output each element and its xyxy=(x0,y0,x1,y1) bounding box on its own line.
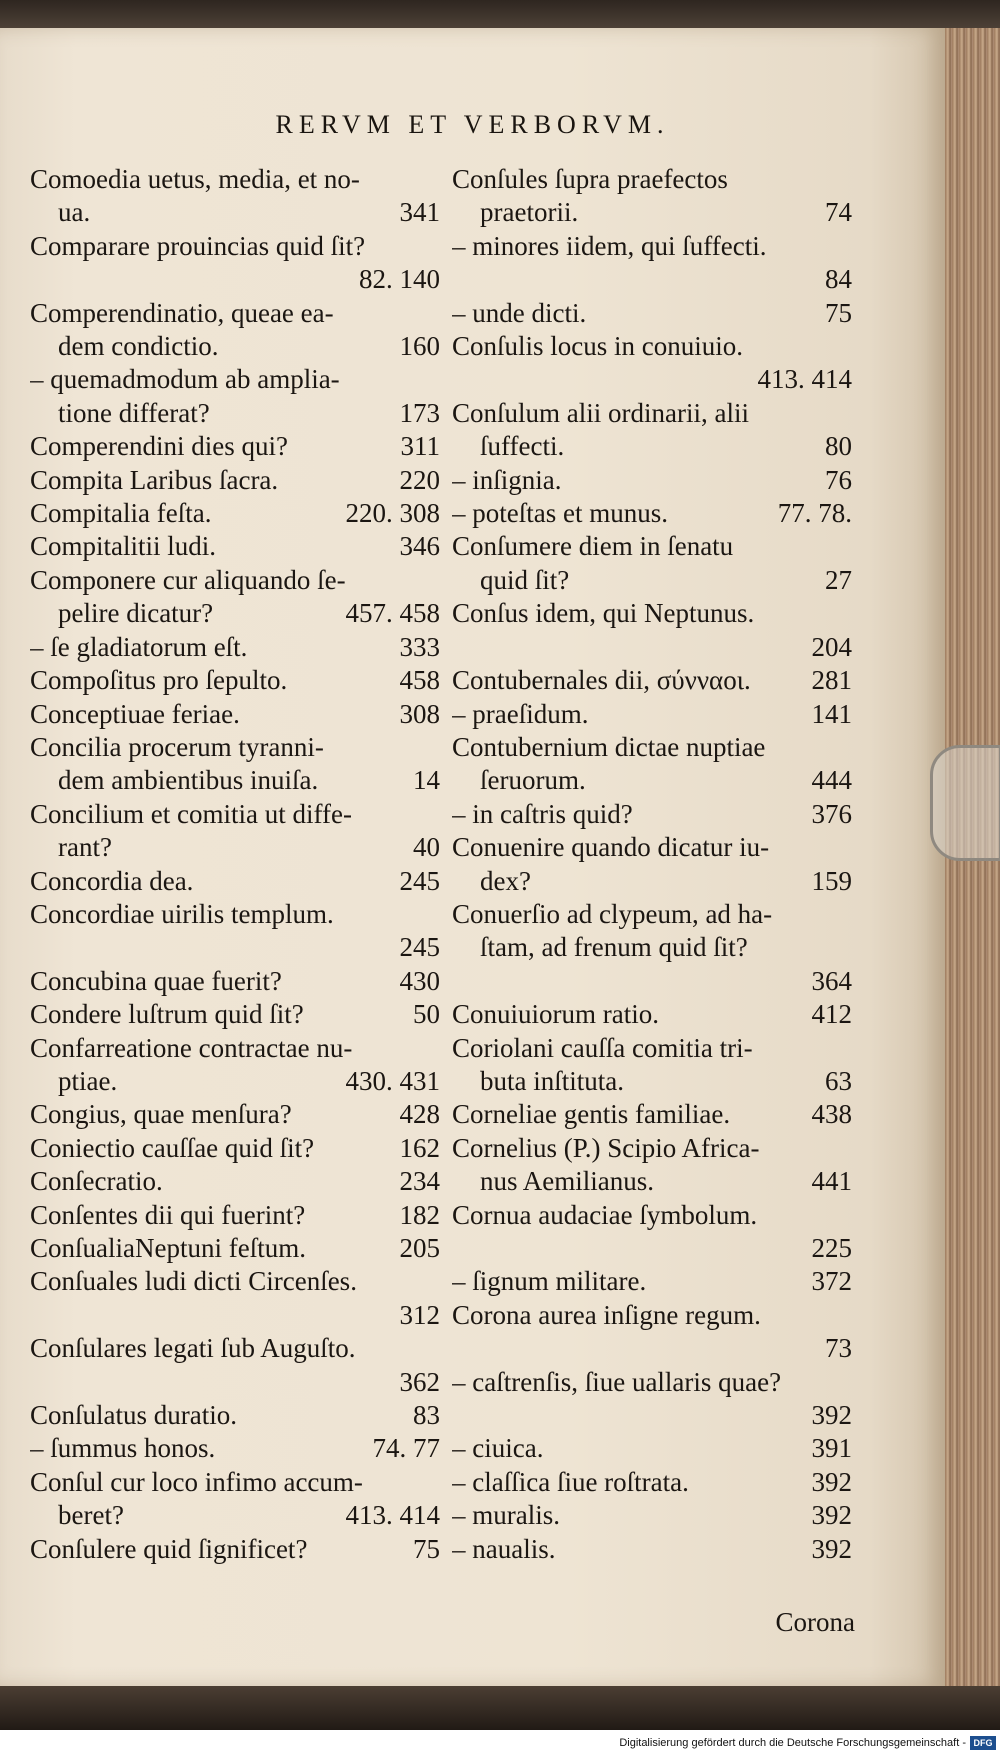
index-entry xyxy=(30,430,440,463)
entry-text: – ſe gladiatorum eſt. xyxy=(30,631,248,662)
page-reference: 159 xyxy=(811,865,852,896)
entry-text: Conſus idem, qui Neptunus. xyxy=(452,598,755,629)
entry-text: Cornua audaciae ſymbolum. xyxy=(452,1199,758,1230)
entry-text: – caſtrenſis, ſiue uallaris quae? xyxy=(452,1366,782,1397)
index-entry xyxy=(452,163,852,230)
index-entry xyxy=(452,698,852,731)
page-reference: 50 xyxy=(413,999,440,1030)
index-entry xyxy=(452,998,852,1031)
entry-term xyxy=(30,631,440,664)
page-clip xyxy=(930,745,1000,861)
page-reference: 141 xyxy=(811,698,852,729)
entry-text: Conuenire quando dicatur iu- xyxy=(452,832,770,863)
page-reference: 458 xyxy=(399,665,440,696)
page-reference: 182 xyxy=(399,1199,440,1230)
entry-term xyxy=(452,898,852,931)
index-entry xyxy=(452,1466,852,1499)
page-reference: 74 xyxy=(825,197,852,228)
entry-term xyxy=(452,998,852,1031)
entry-text: Corona aurea inſigne regum. xyxy=(452,1299,761,1330)
entry-term xyxy=(30,430,440,463)
index-entry xyxy=(30,865,440,898)
index-entry xyxy=(30,1432,440,1465)
page-reference: 430. 431 xyxy=(345,1065,440,1096)
entry-term xyxy=(452,1199,852,1232)
entry-term xyxy=(452,1032,852,1065)
entry-text: Concubina quae fuerit? xyxy=(30,965,282,996)
page-reference: 444 xyxy=(811,765,852,796)
index-entry xyxy=(30,1332,440,1399)
index-entry xyxy=(30,297,440,364)
page-reference: 80 xyxy=(825,431,852,462)
index-entry xyxy=(30,1199,440,1232)
entry-term xyxy=(452,1098,852,1131)
page-reference: 457. 458 xyxy=(345,598,440,629)
index-entry xyxy=(452,397,852,464)
entry-text: – naualis. xyxy=(452,1533,556,1564)
dfg-logo: DFG xyxy=(970,1736,996,1750)
entry-continuation xyxy=(30,764,440,797)
entry-continuation xyxy=(452,1165,852,1198)
entry-term xyxy=(30,1432,440,1465)
entry-term xyxy=(452,1466,852,1499)
page-reference: 205 xyxy=(399,1233,440,1263)
index-entry xyxy=(30,631,440,664)
entry-term xyxy=(30,230,440,263)
footer-credit: Digitalisierung gefördert durch die Deutsche Forschungsgemeinschaft - xyxy=(619,1737,966,1749)
index-column-left xyxy=(30,163,440,1566)
entry-text: – unde dicti. xyxy=(452,297,587,328)
entry-text: Concordia dea. xyxy=(30,865,194,896)
entry-term xyxy=(30,865,440,898)
entry-text: Contubernales dii, σύνναοι. xyxy=(452,665,751,696)
page-reference: 392 xyxy=(811,1500,852,1531)
entry-text: quid ſit? xyxy=(480,564,570,595)
entry-term xyxy=(452,497,852,530)
entry-text: – quemadmodum ab amplia- xyxy=(30,364,340,395)
entry-continuation xyxy=(30,1499,440,1532)
entry-text: – ſignum militare. xyxy=(452,1266,647,1297)
entry-text: Concilium et comitia ut diffe- xyxy=(30,798,352,829)
page-reference: 245 xyxy=(399,865,440,896)
index-entry xyxy=(452,1366,852,1433)
page-reference: 220 xyxy=(399,464,440,495)
entry-term xyxy=(30,798,440,831)
page-reference: 392 xyxy=(811,1466,852,1497)
entry-text: Concordiae uirilis templum. xyxy=(30,898,334,929)
entry-term xyxy=(30,698,440,731)
entry-term xyxy=(452,1432,852,1465)
index-entry xyxy=(30,1098,440,1131)
page-reference: 74. 77 xyxy=(372,1433,440,1464)
entry-text: Congius, quae menſura? xyxy=(30,1099,292,1130)
index-entry xyxy=(452,1533,852,1566)
entry-text: – muralis. xyxy=(452,1500,560,1531)
entry-text: – minores iidem, qui ſuffecti. xyxy=(452,230,767,261)
entry-text: – in caſtris quid? xyxy=(452,798,633,829)
entry-text: beret? xyxy=(58,1500,124,1531)
entry-term xyxy=(30,1098,440,1131)
index-entry xyxy=(30,1132,440,1165)
page-reference: 430 xyxy=(399,965,440,996)
entry-text: Compitalia feſta. xyxy=(30,498,212,529)
entry-text: Conſulere quid ſignificet? xyxy=(30,1533,308,1564)
index-entry xyxy=(452,1499,852,1532)
entry-text: Corneliae gentis familiae. xyxy=(452,1099,731,1130)
entry-term xyxy=(452,1132,852,1165)
index-entry xyxy=(452,1032,852,1099)
index-entry xyxy=(30,1265,440,1332)
index-entry xyxy=(30,1399,440,1432)
entry-text: Coriolani cauſſa comitia tri- xyxy=(452,1032,753,1063)
entry-text: Coniectio cauſſae quid ſit? xyxy=(30,1132,315,1163)
index-entry xyxy=(30,497,440,530)
page-reference: 76 xyxy=(825,464,852,495)
entry-term xyxy=(30,1132,440,1165)
page-reference: 40 xyxy=(413,832,440,863)
page-reference: 75 xyxy=(825,297,852,328)
index-entry xyxy=(452,1199,852,1266)
entry-continuation xyxy=(30,597,440,630)
entry-term xyxy=(30,1533,440,1566)
entry-term xyxy=(452,798,852,831)
entry-text: Conuerſio ad clypeum, ad ha- xyxy=(452,898,773,929)
entry-text: ſtam, ad frenum quid ſit? xyxy=(480,932,748,963)
entry-text: Conſecratio. xyxy=(30,1166,163,1197)
page-reference: 311 xyxy=(400,431,440,462)
index-entry xyxy=(30,731,440,798)
entry-text: Conſulum alii ordinarii, alii xyxy=(452,397,749,428)
entry-term xyxy=(452,664,852,697)
entry-text: Condere luſtrum quid ſit? xyxy=(30,999,304,1030)
page-reference: 173 xyxy=(399,397,440,428)
page-reference: 27 xyxy=(825,564,852,595)
entry-text: nus Aemilianus. xyxy=(480,1166,654,1197)
entry-text: – ciuica. xyxy=(452,1433,544,1464)
entry-continuation xyxy=(452,1065,852,1098)
entry-text: ConſualiaNeptuni feſtum. xyxy=(30,1233,306,1263)
entry-text: Componere cur aliquando ſe- xyxy=(30,564,346,595)
index-entry xyxy=(452,464,852,497)
index-entry xyxy=(30,1466,440,1533)
page-reference: 281 xyxy=(811,665,852,696)
entry-text: – inſignia. xyxy=(452,464,562,495)
page-reference: 376 xyxy=(811,798,852,829)
page-reference: 220. 308 xyxy=(345,498,440,529)
entry-term xyxy=(30,1032,440,1065)
index-entry xyxy=(452,798,852,831)
entry-term xyxy=(452,731,852,764)
page-reference: 391 xyxy=(811,1433,852,1464)
entry-text: buta inſtituta. xyxy=(480,1065,624,1096)
entry-term xyxy=(452,1533,852,1566)
page-reference: 160 xyxy=(399,331,440,362)
index-entry xyxy=(452,1299,852,1366)
entry-text: – poteſtas et munus. xyxy=(452,498,668,529)
entry-term xyxy=(452,597,852,630)
entry-term xyxy=(30,898,440,931)
entry-term xyxy=(30,1399,440,1432)
entry-term xyxy=(30,1265,440,1298)
page-reference: 75 xyxy=(413,1533,440,1564)
page-reference: 438 xyxy=(811,1099,852,1130)
catchword: Corona xyxy=(775,1607,855,1637)
entry-text: rant? xyxy=(58,832,112,863)
entry-term xyxy=(452,1499,852,1532)
entry-term xyxy=(452,330,852,363)
page-reference: 428 xyxy=(399,1099,440,1130)
entry-text: ptiae. xyxy=(58,1065,118,1096)
page-reference: 341 xyxy=(399,197,440,228)
entry-term xyxy=(30,363,440,396)
index-entry xyxy=(30,1533,440,1566)
index-entry xyxy=(30,898,440,965)
entry-term xyxy=(30,497,440,530)
entry-text: Conſulis locus in conuiuio. xyxy=(452,331,744,362)
entry-term xyxy=(30,731,440,764)
page-reference: 413. 414 xyxy=(345,1500,440,1531)
entry-term xyxy=(452,1265,852,1298)
page-reference: 77. 78. xyxy=(777,498,852,529)
entry-text: Compoſitus pro ſepulto. xyxy=(30,665,288,696)
entry-text: Conſulatus duratio. xyxy=(30,1400,237,1431)
entry-text: Contubernium dictae nuptiae xyxy=(452,731,766,762)
entry-text: Conſulares legati ſub Auguſto. xyxy=(30,1333,356,1364)
entry-text: Compitalitii ludi. xyxy=(30,531,217,562)
index-entry xyxy=(30,230,440,297)
entry-text: Conſuales ludi dicti Circenſes. xyxy=(30,1266,357,1297)
entry-text: Conſentes dii qui fuerint? xyxy=(30,1199,306,1230)
entry-text: Compita Laribus ſacra. xyxy=(30,464,279,495)
entry-term xyxy=(30,1466,440,1499)
entry-term xyxy=(452,464,852,497)
page-reference: 14 xyxy=(413,765,440,796)
page-reference: 412 xyxy=(811,999,852,1030)
entry-continuation xyxy=(452,196,852,229)
entry-continuation xyxy=(30,397,440,430)
page-reference: 225 xyxy=(811,1233,852,1263)
page-reference: 308 xyxy=(399,698,440,729)
index-entry xyxy=(452,597,852,664)
index-entry xyxy=(30,564,440,631)
entry-text: Conuiuiorum ratio. xyxy=(452,999,659,1030)
entry-term xyxy=(30,530,440,563)
page-reference: 83 xyxy=(413,1400,440,1431)
entry-continuation xyxy=(30,196,440,229)
entry-term xyxy=(452,397,852,430)
entry-text: – claſſica ſiue roſtrata. xyxy=(452,1466,689,1497)
entry-term xyxy=(30,163,440,196)
page-reference: 372 xyxy=(811,1266,852,1297)
index-entry xyxy=(30,965,440,998)
page-reference: 234 xyxy=(399,1166,440,1197)
entry-text: – praeſidum. xyxy=(452,698,589,729)
page-reference: 84 xyxy=(825,264,852,295)
index-entry xyxy=(30,664,440,697)
entry-term xyxy=(452,530,852,563)
entry-term xyxy=(30,1332,440,1365)
index-entry xyxy=(452,731,852,798)
index-entry xyxy=(30,363,440,430)
entry-term xyxy=(30,664,440,697)
index-entry xyxy=(30,163,440,230)
entry-term xyxy=(30,1165,440,1198)
entry-continuation xyxy=(30,330,440,363)
index-entry xyxy=(452,297,852,330)
entry-text: dem condictio. xyxy=(58,331,219,362)
index-entry xyxy=(452,1132,852,1199)
index-entry xyxy=(452,1265,852,1298)
entry-text: Comperendinatio, queae ea- xyxy=(30,297,334,328)
entry-text: Conceptiuae feriae. xyxy=(30,698,240,729)
page-reference: 413. 414 xyxy=(757,364,852,395)
entry-continuation xyxy=(30,1065,440,1098)
entry-text: Comperendini dies qui? xyxy=(30,431,288,462)
page-reference: 392 xyxy=(811,1533,852,1564)
index-entry xyxy=(452,1432,852,1465)
page-reference: 364 xyxy=(811,965,852,996)
entry-continuation xyxy=(452,764,852,797)
entry-text: Conſul cur loco infimo accum- xyxy=(30,1466,363,1497)
page-reference: 162 xyxy=(399,1132,440,1163)
entry-term xyxy=(30,464,440,497)
entry-term xyxy=(30,998,440,1031)
entry-term xyxy=(30,965,440,998)
page-reference: 82. 140 xyxy=(359,264,440,295)
entry-text: Concilia procerum tyranni- xyxy=(30,731,324,762)
page-reference: 333 xyxy=(399,631,440,662)
entry-continuation xyxy=(30,831,440,864)
entry-term xyxy=(452,698,852,731)
book-cover-bottom xyxy=(0,1686,1000,1730)
page-reference: 312 xyxy=(399,1299,440,1330)
entry-text: ſuffecti. xyxy=(480,431,565,462)
entry-term xyxy=(452,1299,852,1332)
index-entry xyxy=(452,898,852,998)
entry-text: ſeruorum. xyxy=(480,765,586,796)
digitization-footer xyxy=(0,1730,1000,1756)
page-reference: 204 xyxy=(811,631,852,662)
index-column-right xyxy=(452,163,852,1566)
entry-term xyxy=(452,1366,852,1399)
index-entry xyxy=(30,530,440,563)
page-reference: 362 xyxy=(399,1366,440,1397)
running-header: RERVM ET VERBORVM. xyxy=(275,110,670,139)
entry-text: Comparare prouincias quid ſit? xyxy=(30,230,366,261)
index-entry xyxy=(452,831,852,898)
entry-text: – ſummus honos. xyxy=(30,1433,216,1464)
entry-continuation xyxy=(452,931,852,964)
entry-term xyxy=(452,230,852,263)
entry-text: Conſumere diem in ſenatu xyxy=(452,531,734,562)
index-entry xyxy=(452,497,852,530)
index-entry xyxy=(30,1165,440,1198)
index-entry xyxy=(30,998,440,1031)
index-entry xyxy=(30,1032,440,1099)
index-entry xyxy=(452,1098,852,1131)
entry-term xyxy=(30,564,440,597)
index-entry xyxy=(30,798,440,865)
entry-text: Comoedia uetus, media, et no- xyxy=(30,164,360,194)
entry-text: pelire dicatur? xyxy=(58,598,214,629)
entry-continuation xyxy=(452,430,852,463)
index-entry xyxy=(30,1232,440,1265)
entry-text: tione differat? xyxy=(58,397,210,428)
entry-text: dem ambientibus inuiſa. xyxy=(58,765,319,796)
entry-text: praetorii. xyxy=(480,197,579,228)
index-entry xyxy=(452,664,852,697)
index-entry xyxy=(452,330,852,397)
entry-term xyxy=(452,297,852,330)
entry-continuation xyxy=(452,865,852,898)
entry-text: Confarreatione contractae nu- xyxy=(30,1032,353,1063)
index-entry xyxy=(452,230,852,297)
entry-term xyxy=(452,163,852,196)
page-reference: 346 xyxy=(399,531,440,562)
page-reference: 73 xyxy=(825,1333,852,1364)
page-reference: 441 xyxy=(811,1166,852,1197)
index-entry xyxy=(30,464,440,497)
entry-term xyxy=(30,1232,440,1265)
entry-term xyxy=(30,297,440,330)
page-reference: 63 xyxy=(825,1065,852,1096)
entry-continuation xyxy=(452,564,852,597)
entry-text: dex? xyxy=(480,865,531,896)
entry-term xyxy=(30,1199,440,1232)
entry-text: Conſules ſupra praefectos xyxy=(452,164,728,194)
entry-text: ua. xyxy=(58,197,91,228)
entry-text: Cornelius (P.) Scipio Africa- xyxy=(452,1132,760,1163)
index-entry xyxy=(452,530,852,597)
index-entry xyxy=(30,698,440,731)
page-reference: 392 xyxy=(811,1400,852,1431)
entry-term xyxy=(452,831,852,864)
page-reference: 245 xyxy=(399,932,440,963)
